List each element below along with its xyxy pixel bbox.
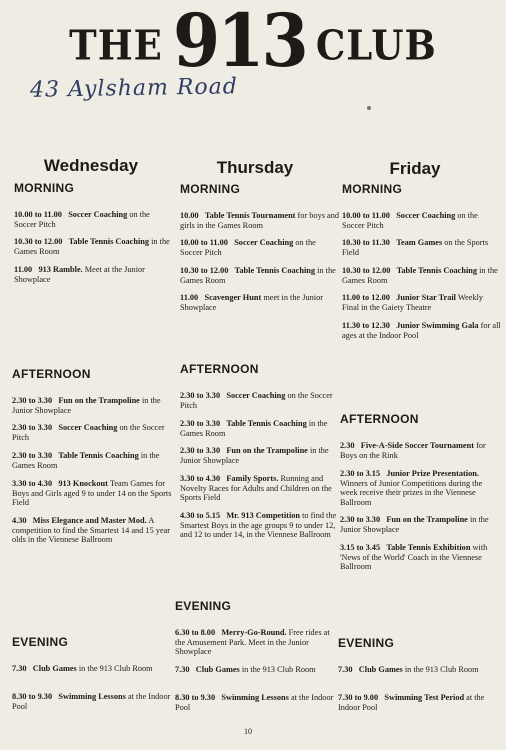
entry-detail: in the Games Room <box>14 237 170 256</box>
entry-time: 11.30 to 12.30 <box>342 321 390 330</box>
entry-time: 2.30 to 3.30 <box>12 451 53 460</box>
entry-detail: in the 913 Club Room <box>241 665 316 674</box>
entry-title: Swimming Test Period <box>384 693 465 702</box>
entry-time: 11.00 <box>14 265 33 274</box>
entry-time: 2.30 to 3.30 <box>340 515 381 524</box>
schedule-entry <box>12 423 172 442</box>
entry-title: Fun on the Trampoline <box>226 446 308 455</box>
entry-title: 913 Ramble. <box>38 265 83 274</box>
entry-title: Soccer Coaching <box>234 238 294 247</box>
schedule-entry <box>175 628 335 657</box>
entry-time: 11.00 <box>180 293 199 302</box>
wednesday-evening-heading: EVENING <box>12 635 69 649</box>
wednesday-afternoon-heading: AFTERNOON <box>12 367 91 381</box>
entry-title: Club Games <box>358 665 403 674</box>
schedule-entry <box>12 664 172 674</box>
entry-detail: in the Junior Showplace <box>180 446 329 465</box>
schedule-entry <box>340 515 500 534</box>
schedule-entry <box>12 479 172 508</box>
entry-title: Miss Elegance and Master Mod. <box>32 516 147 525</box>
entry-title: Table Tennis Coaching <box>58 451 139 460</box>
entry-title: Soccer Coaching <box>396 211 456 220</box>
entry-time: 2.30 to 3.15 <box>340 469 381 478</box>
ink-dot <box>367 106 371 110</box>
friday-evening-heading: EVENING <box>338 636 395 650</box>
schedule-entry <box>180 266 340 285</box>
schedule-entry <box>338 693 498 712</box>
schedule-entry <box>342 211 502 230</box>
entry-detail: with 'News of the World' Coach in the Viennese Ballroom <box>340 543 488 572</box>
schedule-entry <box>342 238 502 257</box>
entry-title: Five-A-Side Soccer Tournament <box>360 441 474 450</box>
entry-title: Team Games <box>396 238 443 247</box>
wednesday-morning-heading: MORNING <box>14 181 75 195</box>
entry-time: 10.00 <box>180 211 199 220</box>
thursday-evening-heading: EVENING <box>175 599 232 613</box>
entry-title: Fun on the Trampoline <box>58 396 140 405</box>
entry-detail: in the 913 Club Room <box>404 665 479 674</box>
entry-title: Swimming Lessons <box>221 693 289 702</box>
entry-time: 10.00 to 11.00 <box>342 211 390 220</box>
entry-title: Mr. 913 Competition <box>226 511 301 520</box>
entry-time: 10.00 to 11.00 <box>14 210 62 219</box>
entry-time: 10.30 to 11.30 <box>342 238 390 247</box>
entry-detail: Running and Novelty Races for Adults and Children on the Sports Field <box>180 474 332 503</box>
friday-afternoon-heading: AFTERNOON <box>340 412 419 426</box>
title-number: 913 <box>172 0 306 85</box>
entry-time: 2.30 <box>340 441 355 450</box>
schedule-entry <box>12 396 172 415</box>
entry-time: 7.30 <box>175 665 190 674</box>
entry-title: 913 Knockout <box>58 479 108 488</box>
entry-time: 2.30 to 3.30 <box>12 423 53 432</box>
entry-title: Junior Swimming Gala <box>396 321 479 330</box>
thursday-afternoon-heading: AFTERNOON <box>180 362 259 376</box>
schedule-entry <box>340 543 500 572</box>
entry-title: Club Games <box>32 664 77 673</box>
schedule-entry <box>180 511 340 540</box>
entry-detail: Free rides at the Amusement Park. Meet in the Junior Showplace <box>175 628 330 657</box>
entry-detail: at the Indoor Pool <box>175 693 334 712</box>
entry-time: 10.30 to 12.00 <box>14 237 63 246</box>
entry-time: 7.30 <box>12 664 27 673</box>
entry-detail: A competition to find the Smartest 14 and 15 year olds in the Viennese Ballroom <box>12 516 171 545</box>
entry-title: Fun on the Trampoline <box>386 515 468 524</box>
entry-title: Soccer Coaching <box>68 210 128 219</box>
entry-time: 2.30 to 3.30 <box>180 391 221 400</box>
entry-time: 10.30 to 12.00 <box>180 266 229 275</box>
schedule-entry <box>14 210 174 229</box>
entry-detail: in the 913 Club Room <box>78 664 153 673</box>
entry-detail: at the Indoor Pool <box>12 692 171 711</box>
entry-detail: at the Indoor Pool <box>338 693 485 712</box>
thursday-morning-heading: MORNING <box>180 182 241 196</box>
entry-title: Table Tennis Tournament <box>204 211 296 220</box>
entry-detail: on the Soccer Pitch <box>180 391 333 410</box>
entry-title: Merry-Go-Round. <box>221 628 287 637</box>
entry-detail: for boys and girls in the Games Room <box>180 211 340 230</box>
schedule-entry <box>342 266 502 285</box>
entry-detail: on the Soccer Pitch <box>342 211 478 230</box>
entry-detail: in the Games Room <box>180 266 336 285</box>
entry-detail: in the Junior Showplace <box>12 396 161 415</box>
schedule-entry <box>180 446 340 465</box>
entry-detail: Team Games for Boys and Girls aged 9 to under 14 on the Sports Field <box>12 479 172 508</box>
schedule-entry <box>180 474 340 503</box>
schedule-entry <box>340 441 500 460</box>
entry-time: 11.00 to 12.00 <box>342 293 390 302</box>
schedule-entry <box>340 469 500 507</box>
day-heading-friday: Friday <box>389 159 441 178</box>
entry-time: 10.00 to 11.00 <box>180 238 228 247</box>
schedule-entry <box>175 693 335 712</box>
schedule-entry <box>14 237 174 256</box>
schedule-entry <box>180 419 340 438</box>
entry-detail: for all ages at the Indoor Pool <box>342 321 501 340</box>
entry-detail: to find the Smartest Boys in the age groups 9 to under 12, and 12 to under 14, in the Viennese Ballroom <box>180 511 337 540</box>
entry-title: Soccer Coaching <box>58 423 118 432</box>
entry-detail: on the Soccer Pitch <box>12 423 165 442</box>
schedule-entry <box>12 451 172 470</box>
entry-title: Club Games <box>195 665 240 674</box>
title-the: THE <box>69 20 163 70</box>
entry-title: Table Tennis Coaching <box>396 266 478 275</box>
schedule-entry <box>175 665 335 675</box>
entry-detail: for Boys on the Rink <box>340 441 486 460</box>
entry-time: 3.30 to 4.30 <box>180 474 221 483</box>
entry-time: 2.30 to 3.30 <box>180 419 221 428</box>
schedule-entry <box>180 391 340 410</box>
handwritten-address: 43 Aylsham Road <box>29 74 239 103</box>
schedule-entry <box>342 293 502 312</box>
entry-detail: in the Games Room <box>342 266 498 285</box>
entry-detail: Meet at the Junior Showplace <box>14 265 145 284</box>
title-club: CLUB <box>315 20 437 70</box>
entry-time: 7.30 to 9.00 <box>338 693 379 702</box>
entry-time: 2.30 to 3.30 <box>12 396 53 405</box>
entry-detail: Weekly Final in the Gaiety Theatre <box>342 293 484 312</box>
entry-time: 3.15 to 3.45 <box>340 543 381 552</box>
schedule-entry <box>338 665 498 675</box>
entry-detail: on the Sports Field <box>342 238 489 257</box>
entry-time: 4.30 <box>12 516 27 525</box>
schedule-entry <box>180 211 340 230</box>
entry-detail: Winners of Junior Competitions during the week receive their prizes in the Viennese Ballroom <box>340 478 483 507</box>
entry-time: 2.30 to 3.30 <box>180 446 221 455</box>
entry-time: 4.30 to 5.15 <box>180 511 221 520</box>
entry-title: Family Sports. <box>226 474 279 483</box>
entry-title: Table Tennis Coaching <box>234 266 316 275</box>
club-masthead <box>0 0 506 85</box>
day-heading-wednesday: Wednesday <box>43 156 139 175</box>
schedule-entry <box>14 265 174 284</box>
schedule-entry <box>12 516 172 545</box>
schedule-entry <box>12 692 172 711</box>
entry-detail: in the Games Room <box>180 419 328 438</box>
entry-title: Scavenger Hunt <box>204 293 262 302</box>
schedule-entry <box>180 238 340 257</box>
entry-detail: on the Soccer Pitch <box>180 238 316 257</box>
entry-title: Table Tennis Coaching <box>68 237 150 246</box>
entry-title: Table Tennis Exhibition <box>386 543 471 552</box>
entry-detail: in the Junior Showplace <box>340 515 489 534</box>
friday-morning-heading: MORNING <box>342 182 403 196</box>
entry-title: Soccer Coaching <box>226 391 286 400</box>
schedule-entry <box>342 321 502 340</box>
page-number: 10 <box>244 727 252 736</box>
entry-time: 8.30 to 9.30 <box>175 693 216 702</box>
entry-time: 8.30 to 9.30 <box>12 692 53 701</box>
entry-detail: on the Soccer Pitch <box>14 210 150 229</box>
entry-time: 3.30 to 4.30 <box>12 479 53 488</box>
entry-title: Junior Prize Presentation. <box>386 469 479 478</box>
entry-detail: in the Games Room <box>12 451 160 470</box>
entry-detail: meet in the Junior Showplace <box>180 293 323 312</box>
entry-title: Swimming Lessons <box>58 692 126 701</box>
entry-time: 10.30 to 12.00 <box>342 266 391 275</box>
entry-time: 7.30 <box>338 665 353 674</box>
entry-title: Table Tennis Coaching <box>226 419 307 428</box>
schedule-entry <box>180 293 340 312</box>
entry-time: 6.30 to 8.00 <box>175 628 216 637</box>
entry-title: Junior Star Trail <box>396 293 456 302</box>
day-heading-thursday: Thursday <box>216 158 294 177</box>
